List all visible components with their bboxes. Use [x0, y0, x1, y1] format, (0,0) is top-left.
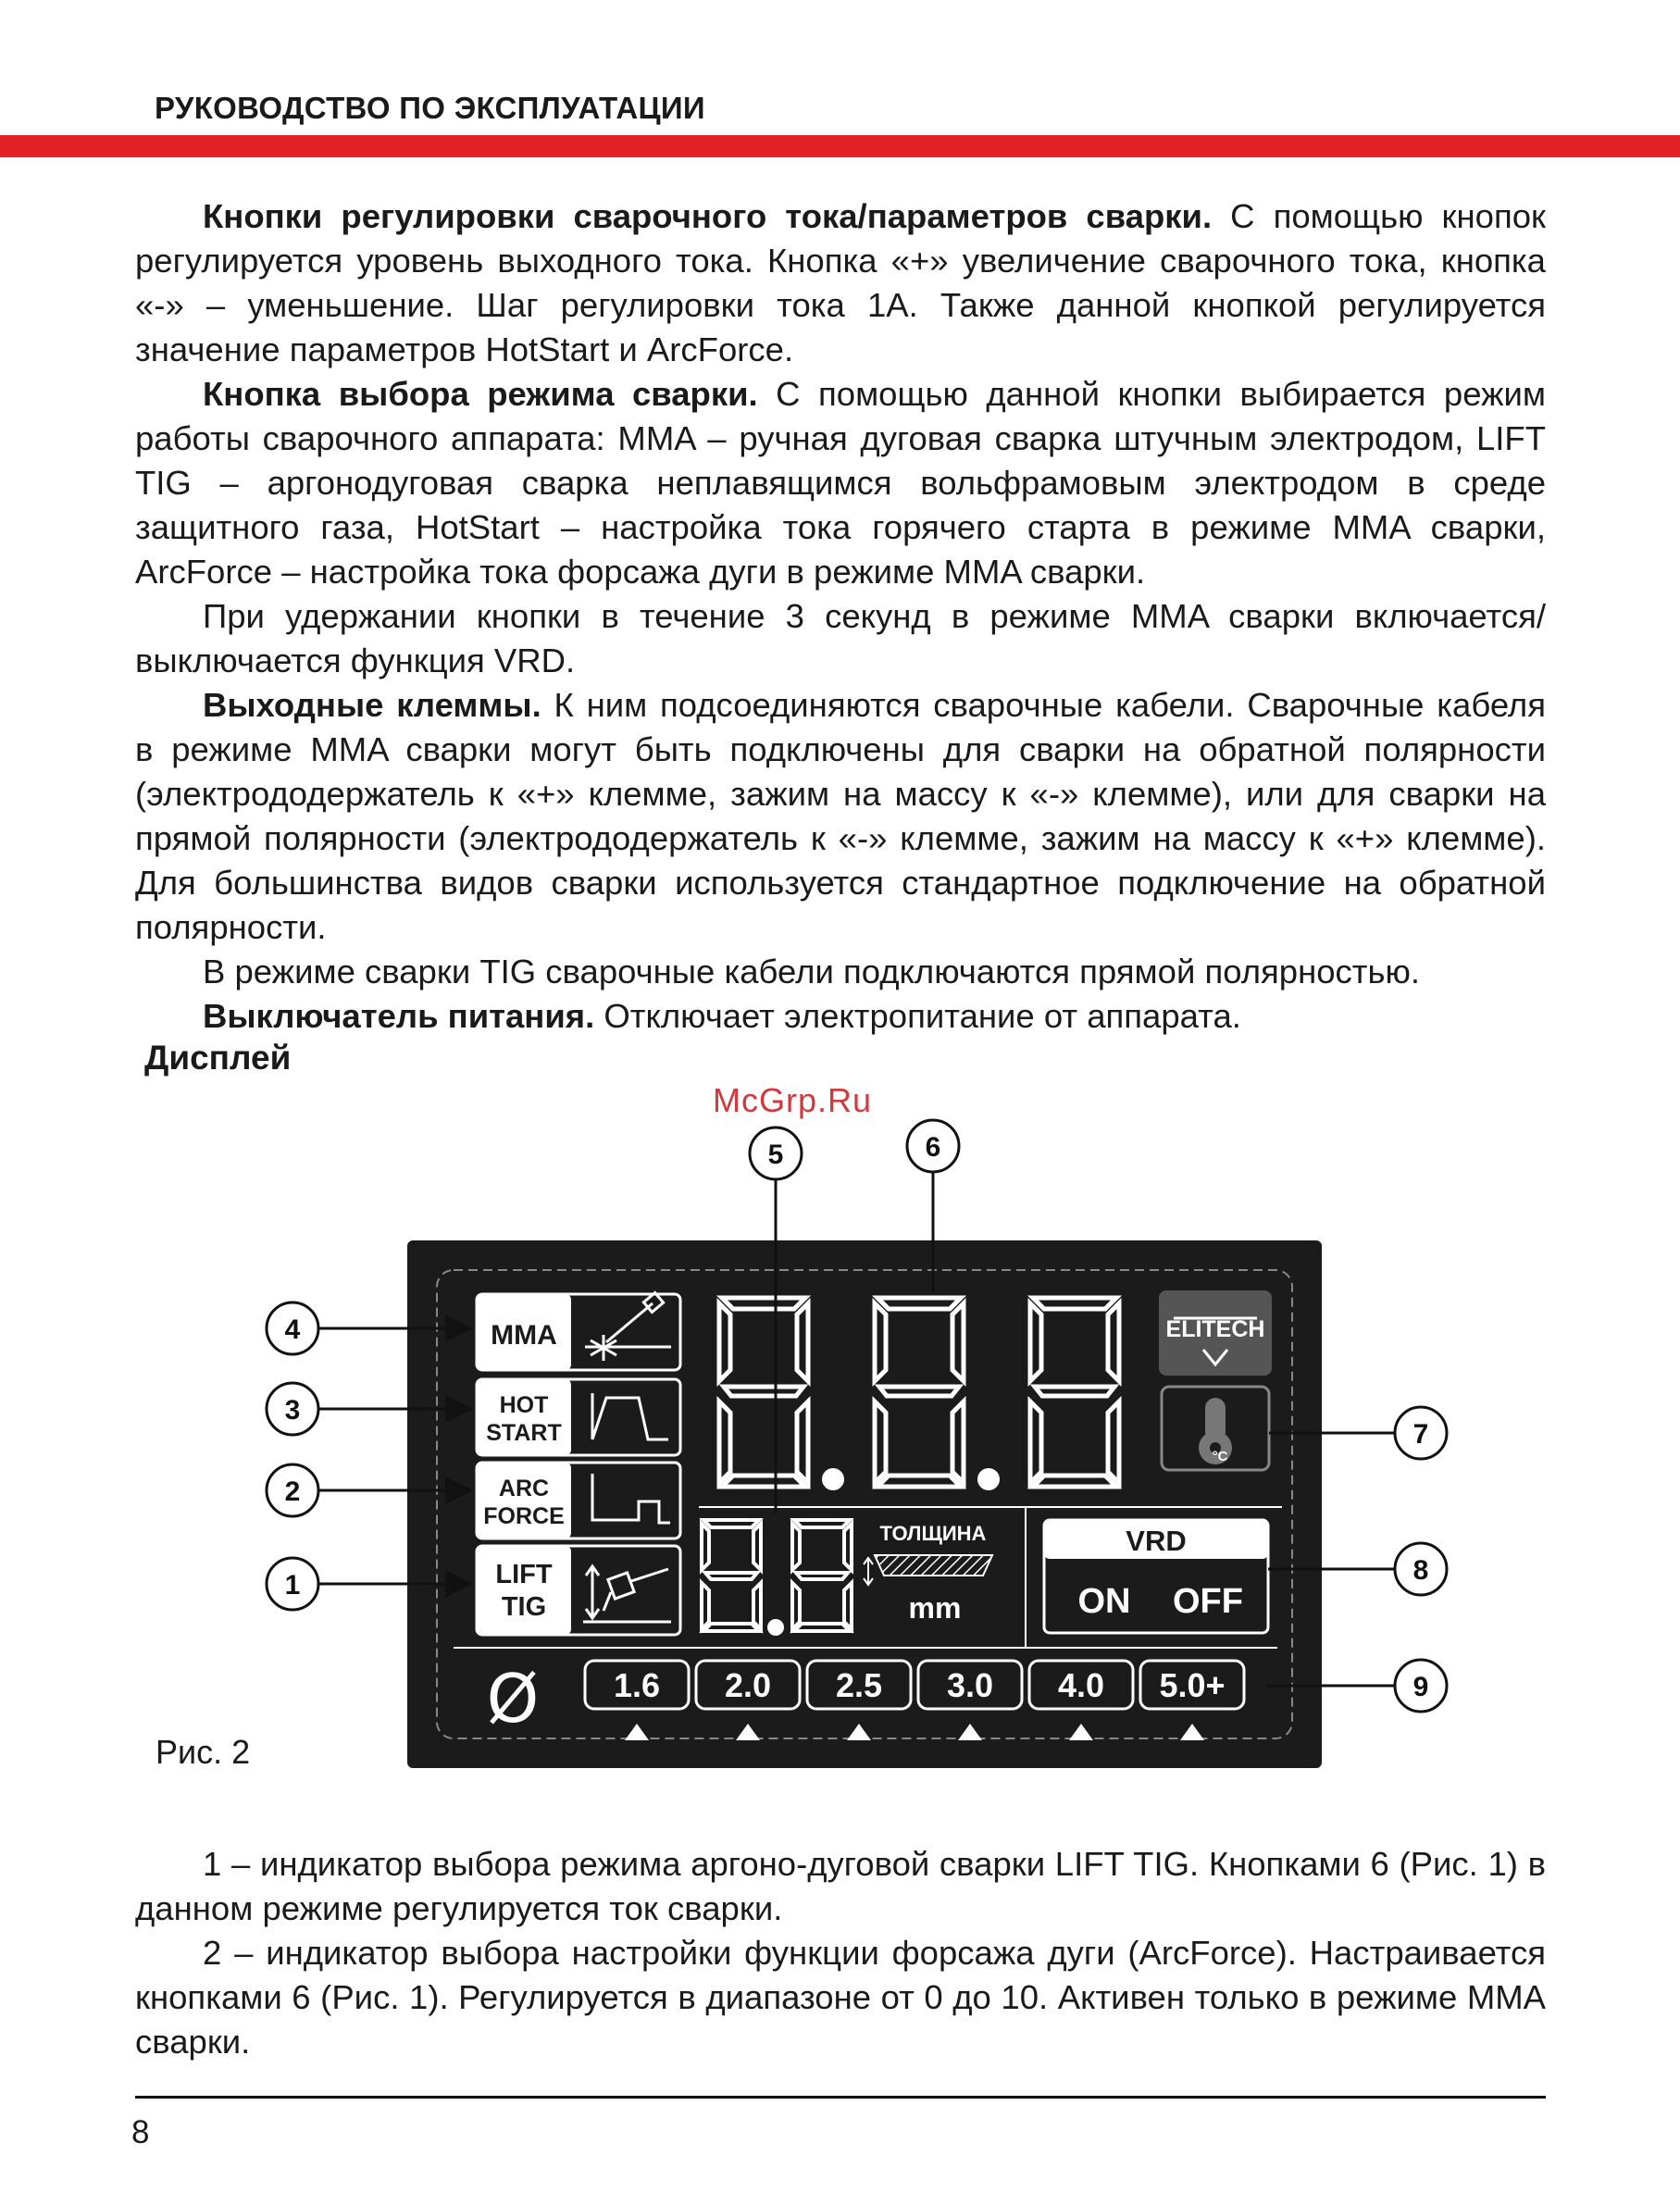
page-header-title: РУКОВОДСТВО ПО ЭКСПЛУАТАЦИИ	[155, 91, 705, 125]
brand-name: ELITECH	[1165, 1316, 1265, 1342]
mode-label-start: START	[486, 1420, 562, 1446]
callout-number: 2	[284, 1476, 301, 1507]
paragraph-current-buttons	[135, 194, 1546, 372]
paragraph-bold-lead: Выключатель питания.	[203, 997, 595, 1035]
callout-number: 8	[1412, 1555, 1429, 1586]
callout-number: 9	[1412, 1672, 1429, 1702]
callout-number: 7	[1412, 1419, 1429, 1450]
paragraph-bold-lead: Кнопка выбора режима сварки.	[203, 375, 758, 413]
legend-text	[135, 1842, 1546, 2064]
paragraph-output-terminals	[135, 683, 1546, 950]
section-title-display: Дисплей	[144, 1039, 292, 1077]
thickness-unit: mm	[908, 1591, 962, 1625]
electrode-size-label: 1.6	[613, 1666, 661, 1704]
electrode-size-label: 2.5	[835, 1666, 883, 1704]
mode-label-lift: LIFT	[495, 1560, 553, 1589]
callout-number: 4	[284, 1314, 301, 1345]
paragraph-bold-lead: Выходные клеммы.	[203, 686, 541, 724]
body-text	[135, 194, 1546, 1039]
paragraph-tig-polarity	[135, 950, 1546, 994]
decimal-point-2	[977, 1468, 1000, 1490]
vrd-on-label: ON	[1077, 1582, 1131, 1621]
mode-label-arc: ARC	[498, 1476, 550, 1501]
paragraph-text: С помощью данной кнопки выбирается режим работы сварочного аппарата: MMA – ручная дуговая сварка штучным электродом, LIFT TIG – аргонодуговая сварка неплавящимся вольфрамовым электродом в среде защитного газа, HotStart – настройка тока горячего старта в режиме MMA сварки, ArcForce – настройка тока форсажа дуги в режиме MMA сварки.	[135, 375, 1546, 591]
legend-item-1: 1 – индикатор выбора режима аргоно-дуговой сварки LIFT TIG. Кнопками 6 (Рис. 1) в данном режиме регулируется ток сварки.	[135, 1845, 1546, 1927]
legend-item-2: 2 – индикатор выбора настройки функции форсажа дуги (ArcForce). Настраивается кнопками 6 (Рис. 1). Регулируется в диапазоне от 0 до 10. Активен только в режиме MMA сварки.	[135, 1934, 1546, 2061]
paragraph-power-switch	[135, 994, 1546, 1039]
decimal-point-1	[822, 1468, 844, 1490]
figure-caption: Рис. 2	[156, 1733, 251, 1771]
paragraph-text: С помощью кнопок регулируется уровень выходного тока. Кнопка «+» увеличение сварочного тока, кнопка «-» – уменьшение. Шаг регулировки тока 1А. Также данной кнопкой регулируется значение параметров HotStart и ArcForce.	[135, 197, 1546, 368]
display-diagram	[0, 1092, 1680, 1796]
watermark: McGrp.Ru	[713, 1081, 873, 1119]
callout-number: 3	[284, 1395, 301, 1426]
display-figure	[0, 1092, 1680, 1796]
mode-label-tig: TIG	[501, 1592, 547, 1622]
header-red-bar	[0, 135, 1680, 157]
paragraph-bold-lead: Кнопки регулировки сварочного тока/параметров сварки.	[203, 197, 1213, 235]
thickness-hatch-icon	[875, 1555, 992, 1576]
electrode-size-label: 2.0	[724, 1666, 772, 1704]
mode-label-force: FORCE	[483, 1503, 565, 1529]
small-decimal-point	[767, 1619, 784, 1636]
electrode-size-label: 3.0	[946, 1666, 994, 1704]
paragraph-text: В режиме сварки TIG сварочные кабели подключаются прямой полярностью.	[203, 953, 1421, 990]
diameter-symbol-icon: Ø	[486, 1660, 540, 1738]
electrode-size-label: 5.0+	[1159, 1666, 1226, 1704]
vrd-title: VRD	[1126, 1525, 1187, 1557]
callout-number: 5	[767, 1140, 784, 1170]
footer-rule	[135, 2096, 1546, 2099]
callout-number: 1	[284, 1570, 301, 1601]
paragraph-mode-button	[135, 372, 1546, 594]
brand-logo	[1159, 1290, 1272, 1376]
paragraph-text: Отключает электропитание от аппарата.	[594, 997, 1241, 1035]
paragraph-vrd-hold	[135, 594, 1546, 683]
callout-number: 6	[925, 1132, 941, 1163]
thickness-label: ТОЛЩИНА	[879, 1522, 987, 1545]
paragraph-text: При удержании кнопки в течение 3 секунд в режиме MMA сварки включается/выключается функция VRD.	[135, 597, 1546, 679]
vrd-off-label: OFF	[1173, 1582, 1243, 1621]
page-number: 8	[131, 2114, 150, 2150]
temp-unit-label: °C	[1212, 1449, 1228, 1464]
electrode-size-label: 4.0	[1057, 1666, 1105, 1704]
mode-label-mma: MMA	[491, 1320, 557, 1351]
mode-label-hot: HOT	[499, 1392, 549, 1418]
paragraph-text: К ним подсоединяются сварочные кабели. Сварочные кабеля в режиме MMA сварки могут быть подключены для сварки на обратной полярности (электрододержатель к «+» клемме, зажим на массу к «-» клемме), или для сварки на прямой полярности (электрододержатель к «-» клемме, зажим на массу к «+» клемме). Для большинства видов сварки используется стандартное подключение на обратной полярности.	[135, 686, 1546, 946]
